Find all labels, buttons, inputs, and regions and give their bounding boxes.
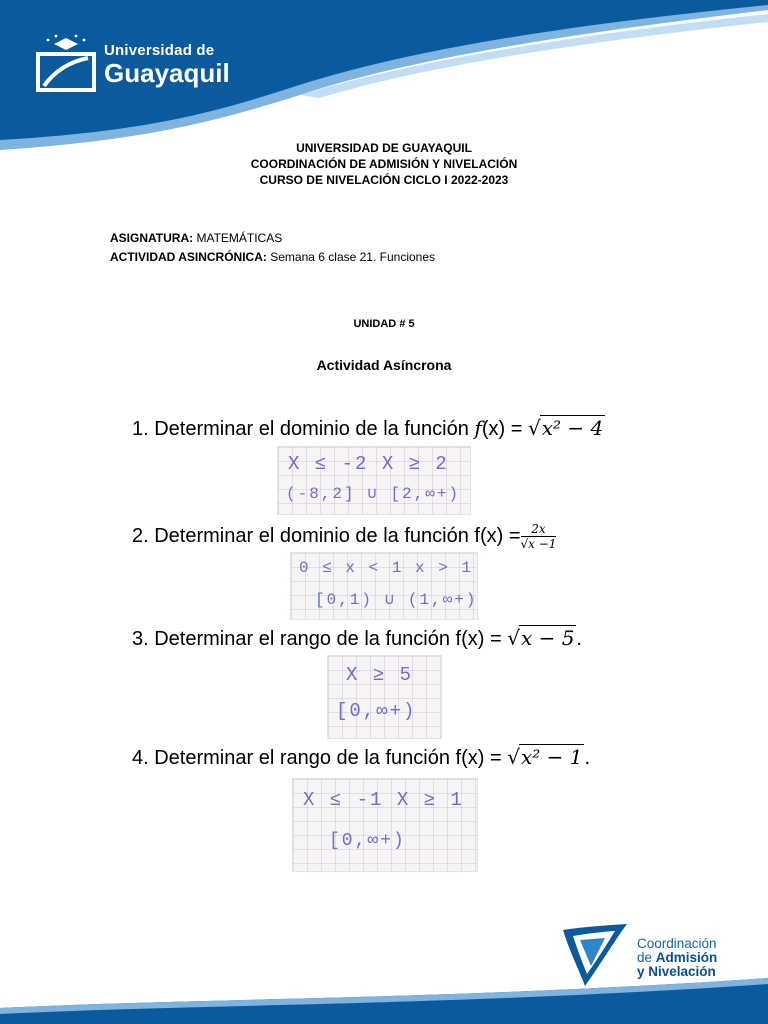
inst-line-1: UNIVERSIDAD DE GUAYAQUIL	[296, 141, 472, 155]
question-1: 1. Determinar el dominio de la función f(x) = √x² − 4	[132, 416, 604, 440]
footer-line-2-pre: de	[637, 950, 656, 965]
answer-2-line-2: [0,1) ∪ (1,∞+)	[315, 591, 478, 609]
question-2-text: 2. Determinar el dominio de la función f(x) =	[132, 524, 521, 547]
footer-line-3-bold: Nivelación	[648, 964, 716, 979]
footer-line-2-bold: Admisión	[655, 950, 718, 965]
answer-image-2	[290, 552, 478, 620]
asignatura-label: ASIGNATURA:	[110, 231, 194, 245]
inst-line-2: COORDINACIÓN DE ADMISIÓN Y NIVELACIÓN	[250, 157, 518, 171]
answer-image-1	[277, 446, 471, 515]
subject-info	[110, 229, 435, 267]
question-2-fraction	[521, 522, 557, 551]
question-4: 4. Determinar el rango de la función f(x) = √x² − 1 .	[132, 745, 590, 769]
answer-3-line-2: [0,∞+)	[336, 700, 417, 722]
unit-title: UNIDAD # 5	[353, 318, 415, 330]
university-logo	[34, 32, 230, 96]
question-2	[132, 522, 556, 551]
question-1-math: x² − 4	[541, 416, 604, 440]
question-4-text: 4. Determinar el rango de la función f(x) =	[132, 747, 508, 769]
question-1-expr: (x) =	[481, 418, 528, 440]
asignatura-value: MATEMÁTICAS	[196, 231, 283, 245]
question-1-text: 1. Determinar el dominio de la función	[132, 418, 475, 440]
footer-line-1: Coordinación	[637, 936, 717, 951]
activity-title: Actividad Asíncrona	[316, 357, 452, 373]
answer-4-line-2: [0,∞+)	[329, 831, 406, 851]
logo-line-2: Guayaquil	[104, 57, 230, 88]
university-crest-icon	[34, 32, 98, 96]
question-3-suffix: .	[576, 628, 582, 650]
answer-1-line-2: (-8,2] ∪ [2,∞+)	[286, 485, 461, 503]
question-3-math: x − 5	[520, 626, 575, 650]
actividad-value: Semana 6 clase 21. Funciones	[270, 250, 435, 264]
question-2-numerator: 2x	[521, 522, 557, 537]
answer-image-3	[327, 655, 442, 739]
footer-banner	[0, 978, 768, 1024]
answer-image-4	[292, 778, 478, 872]
question-4-math: x² − 1	[520, 745, 583, 769]
question-3-text: 3. Determinar el rango de la función f(x) =	[132, 628, 508, 650]
question-2-denominator: √x −1	[520, 537, 557, 551]
logo-line-1: Universidad de	[104, 41, 215, 59]
footer-line-3-pre: y	[637, 964, 649, 979]
institution-heading	[0, 140, 768, 188]
answer-3-line-1: X ≥ 5	[346, 664, 414, 686]
question-1-func: f	[474, 416, 482, 440]
actividad-label: ACTIVIDAD ASINCRÓNICA:	[110, 250, 267, 264]
answer-2-line-1: 0 ≤ x < 1 x > 1	[299, 559, 474, 577]
question-3: 3. Determinar el rango de la función f(x) = √x − 5 .	[132, 626, 582, 650]
coordination-text	[637, 937, 717, 979]
answer-4-line-1: X ≤ -1 X ≥ 1	[303, 789, 464, 811]
inst-line-3: CURSO DE NIVELACIÓN CICLO I 2022-2023	[259, 173, 509, 187]
question-4-suffix: .	[584, 747, 590, 769]
answer-1-line-1: X ≤ -2 X ≥ 2	[288, 453, 449, 475]
